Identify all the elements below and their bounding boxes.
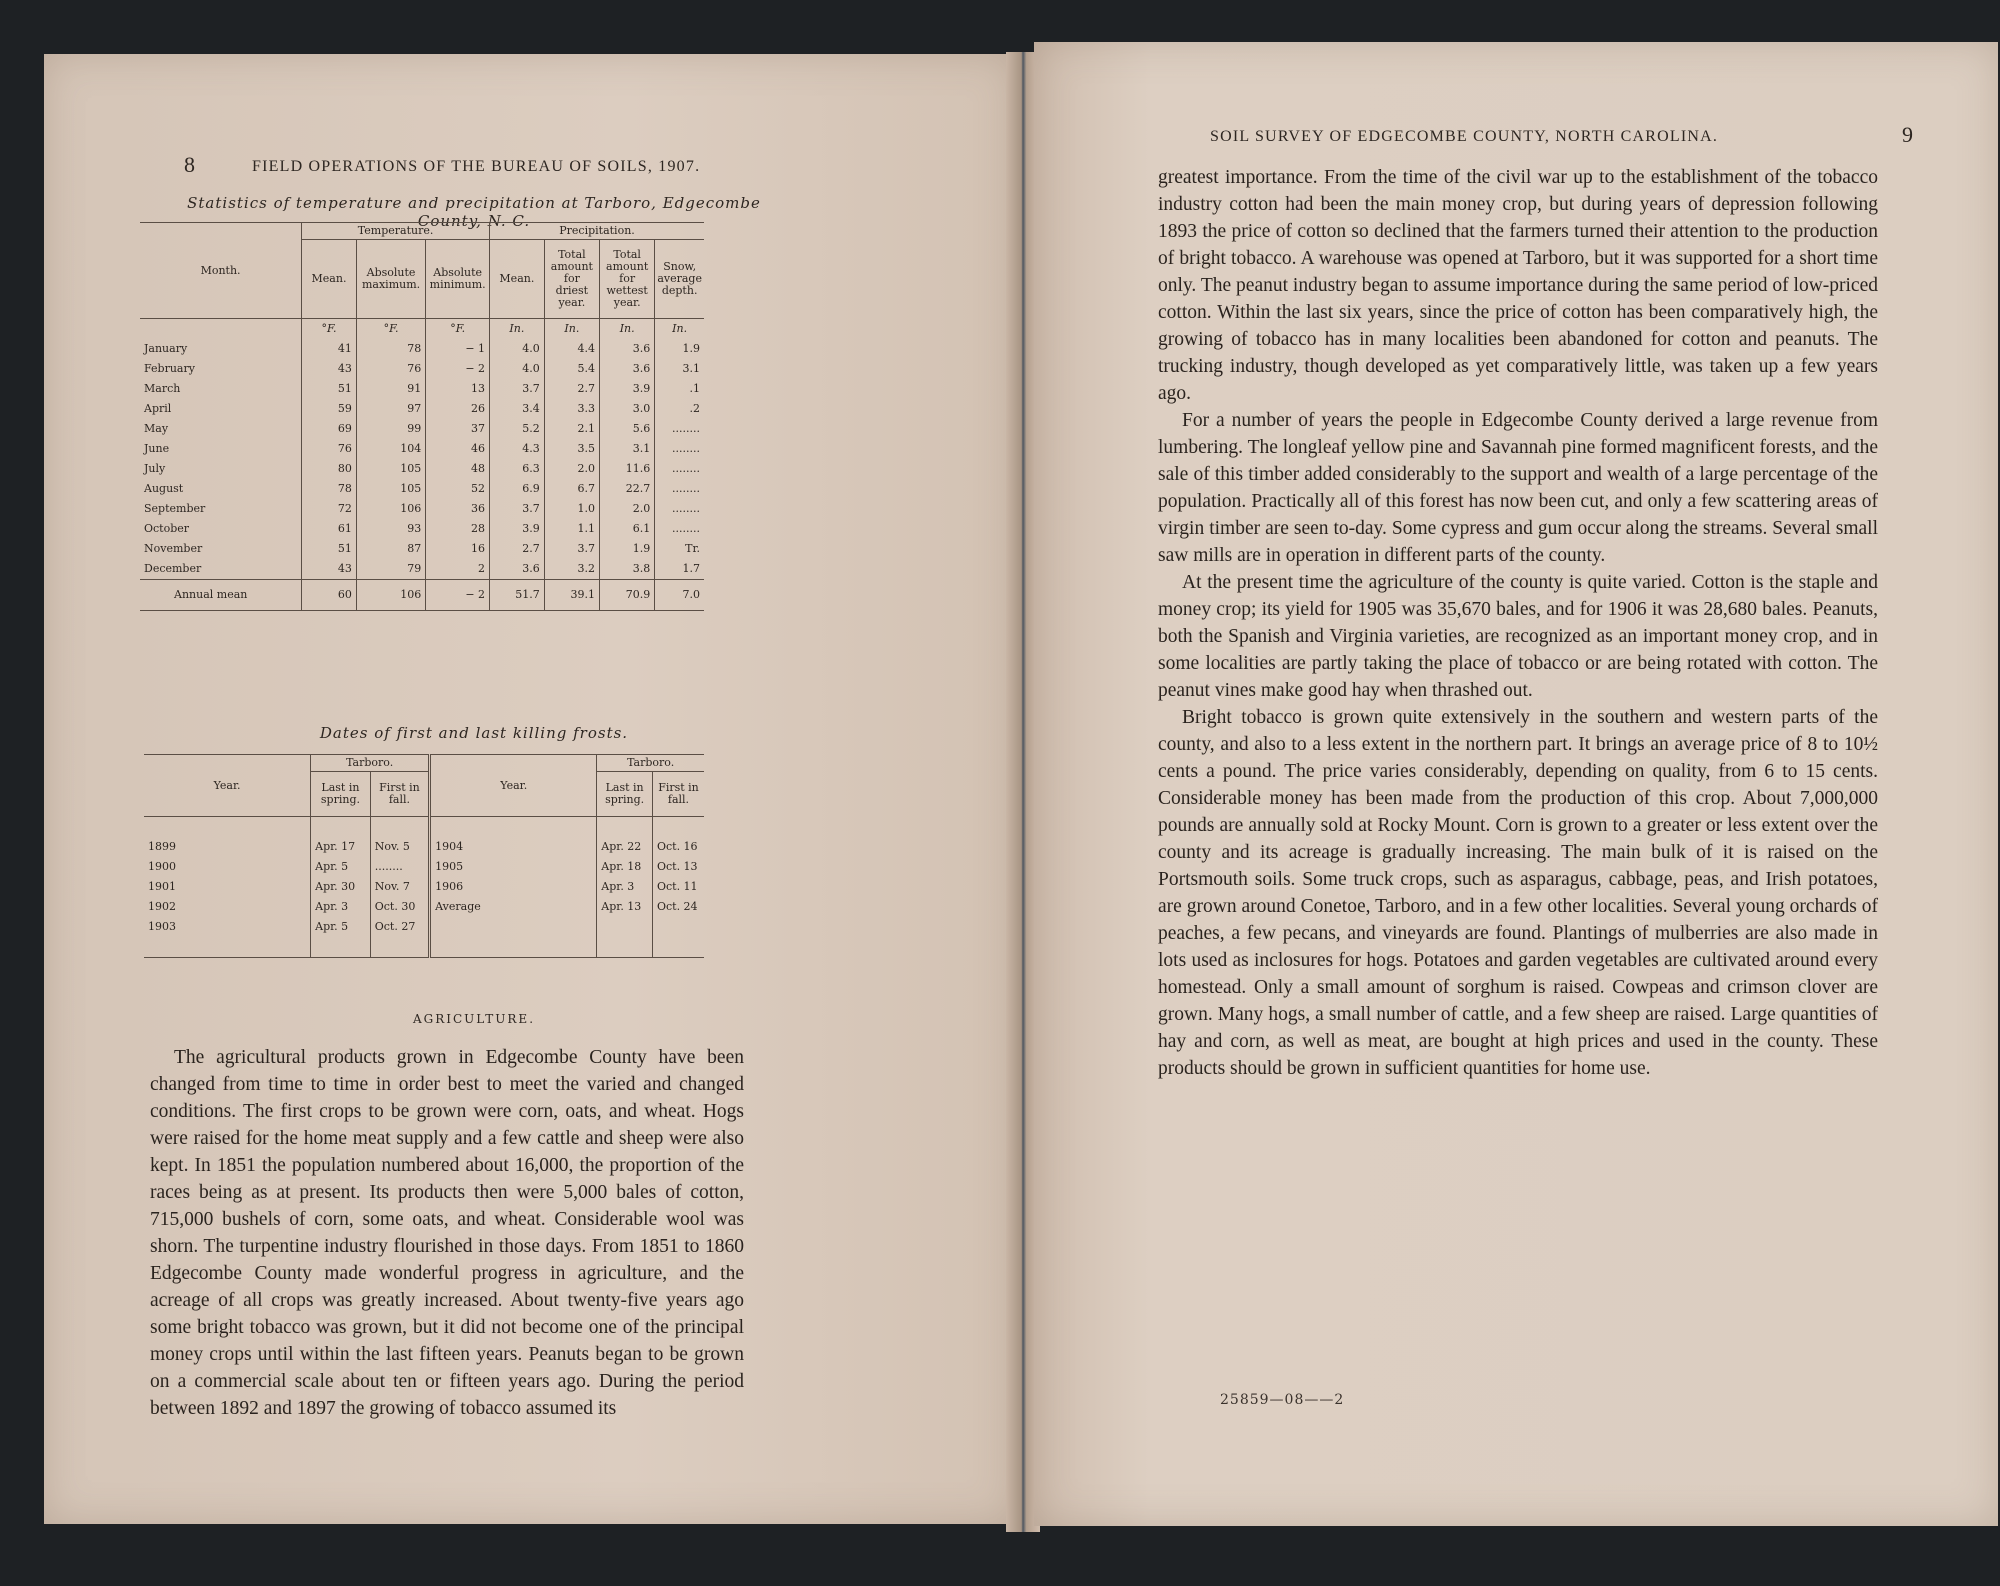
cell-first: Nov. 5	[370, 837, 429, 857]
cell-wet: 3.1	[600, 439, 655, 459]
cell-year: 1902	[148, 900, 176, 913]
cell-pmean: 3.9	[490, 519, 545, 539]
cell-last: Apr. 30	[311, 877, 371, 897]
group-tarboro-a: Tarboro.	[311, 755, 430, 772]
cell-max: 97	[356, 399, 425, 419]
cell-mean: 43	[302, 559, 357, 580]
cell-pmean: 3.7	[490, 499, 545, 519]
cell-month: February	[144, 362, 195, 375]
cell-pmean: 3.7	[490, 379, 545, 399]
annual-dry: 39.1	[544, 580, 599, 611]
cell-min: 36	[426, 499, 490, 519]
cell-dry: 3.5	[544, 439, 599, 459]
cell-last: Apr. 3	[311, 897, 371, 917]
annual-snow: 7.0	[655, 580, 704, 611]
cell-snow: 1.7	[655, 559, 704, 580]
cell-last	[597, 917, 653, 937]
cell-dry: 3.2	[544, 559, 599, 580]
cell-mean: 61	[302, 519, 357, 539]
cell-min: 13	[426, 379, 490, 399]
cell-max: 78	[356, 339, 425, 359]
table-row	[140, 499, 704, 519]
cell-year: 1899	[148, 840, 176, 853]
unit-cell: °F.	[356, 319, 425, 340]
table-row	[140, 379, 704, 399]
cell-month: September	[144, 502, 206, 515]
cell-dry: 6.7	[544, 479, 599, 499]
cell-dry: 2.0	[544, 459, 599, 479]
cell-pmean: 4.0	[490, 339, 545, 359]
table2-caption: Dates of first and last killing frosts.	[319, 724, 629, 742]
cell-wet: 3.6	[600, 339, 655, 359]
cell-max: 79	[356, 559, 425, 580]
cell-year: 1901	[148, 880, 176, 893]
cell-last: Apr. 17	[311, 837, 371, 857]
frost-dates-table	[144, 754, 704, 958]
annual-min: − 2	[426, 580, 490, 611]
paragraph: The agricultural products grown in Edgecombe County have been changed from time to time in order best to meet the varied and changed conditions. The first crops to be grown were corn, oats, and wheat. Hogs were raised for the home meat supply and a few cattle and sheep were also kept. In 1851 the population numbered about 16,000, the proportion of the races being as at present. Its products then were 5,000 bales of cotton, 715,000 bushels of corn, some oats, and wheat. Considerable wool was shorn. The turpentine industry flourished in those days. From 1851 to 1860 Edgecombe County made wonderful progress in agriculture, and the acreage of all crops was greatly increased. About twenty-five years ago some bright tobacco was grown, but it did not become one of the principal money crops until within the last fifteen years. Peanuts began to be grown on a commercial scale about ten or fifteen years ago. During the period between 1892 and 1897 the growing of tobacco assumed its	[150, 1047, 744, 1419]
table-row	[144, 877, 704, 897]
col-month: Month.	[140, 223, 302, 319]
cell-last: Apr. 5	[311, 917, 371, 937]
col-year-a: Year.	[144, 755, 311, 817]
cell-max: 105	[356, 459, 425, 479]
cell-max: 91	[356, 379, 425, 399]
table-row	[140, 539, 704, 559]
left-running-head: FIELD OPERATIONS OF THE BUREAU OF SOILS, 1907.	[252, 158, 701, 175]
table-row	[140, 399, 704, 419]
cell-dry: 1.1	[544, 519, 599, 539]
cell-max: 93	[356, 519, 425, 539]
unit-cell: In.	[600, 319, 655, 340]
cell-month: June	[144, 442, 170, 455]
cell-snow: ........	[655, 519, 704, 539]
cell-min: 28	[426, 519, 490, 539]
cell-year: 1906	[430, 877, 597, 897]
unit-cell: In.	[490, 319, 545, 340]
cell-pmean: 3.6	[490, 559, 545, 580]
cell-last: Apr. 18	[597, 857, 653, 877]
cell-mean: 76	[302, 439, 357, 459]
unit-cell: In.	[655, 319, 704, 340]
cell-snow: ........	[655, 439, 704, 459]
cell-dry: 5.4	[544, 359, 599, 379]
col-last-b: Last in spring.	[597, 772, 653, 817]
cell-snow: ........	[655, 419, 704, 439]
cell-dry: 3.7	[544, 539, 599, 559]
cell-snow: 1.9	[655, 339, 704, 359]
cell-snow: Tr.	[655, 539, 704, 559]
col-wettest: Total amount for wettest year.	[600, 240, 655, 319]
cell-mean: 69	[302, 419, 357, 439]
cell-mean: 51	[302, 379, 357, 399]
unit-cell: In.	[544, 319, 599, 340]
table-row	[144, 897, 704, 917]
cell-last: Apr. 13	[597, 897, 653, 917]
cell-first: ........	[370, 857, 429, 877]
col-driest: Total amount for driest year.	[544, 240, 599, 319]
right-page	[1034, 42, 1998, 1526]
cell-max: 106	[356, 499, 425, 519]
cell-year	[430, 917, 597, 937]
col-first-b: First in fall.	[652, 772, 704, 817]
right-running-head: SOIL SURVEY OF EDGECOMBE COUNTY, NORTH CAROLINA.	[1210, 128, 1719, 145]
col-snow: Snow, average depth.	[655, 240, 704, 319]
cell-snow: ........	[655, 459, 704, 479]
cell-min: 48	[426, 459, 490, 479]
right-page-number: 9	[1902, 122, 1915, 147]
cell-wet: 3.0	[600, 399, 655, 419]
paragraph: greatest importance. From the time of the civil war up to the establishment of the tobacco industry cotton had been the main money crop, but during years of depression following 1893 the price of cotton so declined that the farmers turned their attention to the production of bright tobacco. A warehouse was opened at Tarboro, but it was supported for a short time only. The peanut industry began to assume importance during the same period of low-priced cotton. Within the last six years, since the price of cotton has been comparatively high, the growing of tobacco has in many localities been abandoned for cotton and peanuts. The trucking industry, though developed as yet comparatively little, was taken up a few years ago.	[1158, 167, 1878, 404]
cell-pmean: 3.4	[490, 399, 545, 419]
cell-max: 76	[356, 359, 425, 379]
table-row	[144, 857, 704, 877]
cell-max: 104	[356, 439, 425, 459]
table-row	[144, 837, 704, 857]
cell-min: 16	[426, 539, 490, 559]
cell-dry: 3.3	[544, 399, 599, 419]
cell-max: 105	[356, 479, 425, 499]
cell-year: 1900	[148, 860, 176, 873]
table-row	[144, 917, 704, 937]
cell-min: 26	[426, 399, 490, 419]
cell-month: November	[144, 542, 203, 555]
cell-wet: 3.6	[600, 359, 655, 379]
cell-mean: 59	[302, 399, 357, 419]
cell-min: 52	[426, 479, 490, 499]
cell-year: 1903	[148, 920, 176, 933]
cell-dry: 4.4	[544, 339, 599, 359]
left-page-number: 8	[184, 152, 197, 177]
table-row	[140, 419, 704, 439]
cell-min: 2	[426, 559, 490, 580]
cell-first: Oct. 30	[370, 897, 429, 917]
cell-snow: ........	[655, 479, 704, 499]
cell-month: May	[144, 422, 169, 435]
cell-mean: 43	[302, 359, 357, 379]
cell-first: Oct. 24	[652, 897, 704, 917]
annual-mean-row	[140, 580, 704, 611]
unit-cell: °F.	[302, 319, 357, 340]
cell-min: 46	[426, 439, 490, 459]
cell-last: Apr. 3	[597, 877, 653, 897]
cell-dry: 2.1	[544, 419, 599, 439]
cell-mean: 78	[302, 479, 357, 499]
cell-pmean: 5.2	[490, 419, 545, 439]
cell-month: April	[144, 402, 172, 415]
left-page	[44, 54, 1014, 1524]
cell-first: Nov. 7	[370, 877, 429, 897]
cell-snow: .2	[655, 399, 704, 419]
cell-dry: 2.7	[544, 379, 599, 399]
cell-mean: 72	[302, 499, 357, 519]
temperature-precipitation-table	[140, 222, 704, 611]
table-row	[140, 359, 704, 379]
group-tarboro-b: Tarboro.	[597, 755, 704, 772]
cell-snow: 3.1	[655, 359, 704, 379]
table-row	[140, 339, 704, 359]
cell-wet: 11.6	[600, 459, 655, 479]
cell-pmean: 6.9	[490, 479, 545, 499]
table-row	[140, 459, 704, 479]
table-row	[140, 479, 704, 499]
cell-wet: 22.7	[600, 479, 655, 499]
cell-month: March	[144, 382, 181, 395]
cell-year: Average	[430, 897, 597, 917]
cell-year: 1904	[430, 837, 597, 857]
cell-first: Oct. 16	[652, 837, 704, 857]
cell-wet: 6.1	[600, 519, 655, 539]
unit-cell: °F.	[426, 319, 490, 340]
cell-month: January	[144, 342, 188, 355]
open-book	[38, 42, 1966, 1550]
cell-first: Oct. 11	[652, 877, 704, 897]
cell-wet: 1.9	[600, 539, 655, 559]
cell-mean: 80	[302, 459, 357, 479]
table-row	[140, 559, 704, 580]
table-row	[140, 519, 704, 539]
cell-last: Apr. 22	[597, 837, 653, 857]
cell-min: 37	[426, 419, 490, 439]
cell-month: July	[144, 462, 166, 475]
table-row	[140, 439, 704, 459]
cell-first	[652, 917, 704, 937]
cell-month: December	[144, 562, 202, 575]
cell-month: August	[144, 482, 184, 495]
cell-mean: 51	[302, 539, 357, 559]
left-body-text	[150, 1044, 744, 1422]
cell-min: − 2	[426, 359, 490, 379]
cell-last: Apr. 5	[311, 857, 371, 877]
cell-pmean: 6.3	[490, 459, 545, 479]
paragraph: For a number of years the people in Edgecombe County derived a large revenue from lumbering. The longleaf yellow pine and Savannah pine formed magnificent forests, and the sale of this timber added considerably to the support and wealth of a large percentage of the population. Practically all of this forest has now been cut, and only a few scattering areas of virgin timber are seen to-day. Some cypress and gum occur along the streams. Several small saw mills are in operation in different parts of the county.	[1158, 410, 1878, 566]
cell-snow: ........	[655, 499, 704, 519]
cell-wet: 3.8	[600, 559, 655, 580]
cell-pmean: 4.0	[490, 359, 545, 379]
cell-min: − 1	[426, 339, 490, 359]
table1-caption: Statistics of temperature and precipitation at Tarboro, Edgecombe County, N. C.	[187, 194, 761, 230]
printer-signature: 25859—08——2	[1220, 1392, 1345, 1408]
annual-label: Annual mean	[174, 588, 248, 601]
cell-snow: .1	[655, 379, 704, 399]
col-mean-precip: Mean.	[490, 240, 545, 319]
cell-pmean: 4.3	[490, 439, 545, 459]
col-last-a: Last in spring.	[311, 772, 371, 817]
col-first-a: First in fall.	[370, 772, 429, 817]
cell-pmean: 2.7	[490, 539, 545, 559]
col-mean-temp: Mean.	[302, 240, 357, 319]
annual-max: 106	[356, 580, 425, 611]
annual-wet: 70.9	[600, 580, 655, 611]
paragraph: At the present time the agriculture of the county is quite varied. Cotton is the staple and money crop; its yield for 1905 was 35,670 bales, and for 1906 it was 28,680 bales. Peanuts, both the Spanish and Virginia varieties, are recognized as an important money crop, and in some localities are partly taking the place of tobacco or are being rotated with cotton. The peanut vines make good hay when thrashed out.	[1158, 572, 1878, 701]
cell-max: 99	[356, 419, 425, 439]
cell-wet: 5.6	[600, 419, 655, 439]
section-heading-agriculture: AGRICULTURE.	[412, 1012, 536, 1026]
cell-month: October	[144, 522, 190, 535]
col-abs-min: Absolute minimum.	[426, 240, 490, 319]
cell-first: Oct. 27	[370, 917, 429, 937]
group-precipitation: Precipitation.	[490, 223, 704, 240]
annual-pmean: 51.7	[490, 580, 545, 611]
cell-year: 1905	[430, 857, 597, 877]
col-year-b: Year.	[430, 755, 597, 817]
col-abs-max: Absolute maximum.	[356, 240, 425, 319]
group-temperature: Temperature.	[302, 223, 490, 240]
right-body-text	[1158, 164, 1878, 1082]
cell-wet: 3.9	[600, 379, 655, 399]
cell-wet: 2.0	[600, 499, 655, 519]
annual-mean: 60	[302, 580, 357, 611]
cell-max: 87	[356, 539, 425, 559]
cell-mean: 41	[302, 339, 357, 359]
paragraph: Bright tobacco is grown quite extensively in the southern and western parts of the county, and also to a less extent in the northern part. It brings an average price of 8 to 10½ cents a pound. The price varies considerably, depending on quality, from 6 to 15 cents. Considerable money has been made from the production of this crop. About 7,000,000 pounds are annually sold at Rocky Mount. Corn is grown to a greater or less extent over the county and its acreage is gradually increasing. The main bulk of it is raised on the Portsmouth soils. Some truck crops, such as asparagus, cabbage, peas, and Irish potatoes, are grown around Conetoe, Tarboro, and in a few other localities. Several young orchards of peaches, a few pecans, and vineyards are found. Plantings of mulberries are also made in lots used as inclosures for hogs. Potatoes and garden vegetables are cultivated around every homestead. Only a small amount of sorghum is raised. Cowpeas and crimson clover are grown. Many hogs, a small number of cattle, and a few sheep are raised. Large quantities of hay and corn, as well as meat, are bought at high prices and used in the county. These products should be grown in sufficient quantities for home use.	[1158, 707, 1878, 1079]
cell-dry: 1.0	[544, 499, 599, 519]
cell-first: Oct. 13	[652, 857, 704, 877]
